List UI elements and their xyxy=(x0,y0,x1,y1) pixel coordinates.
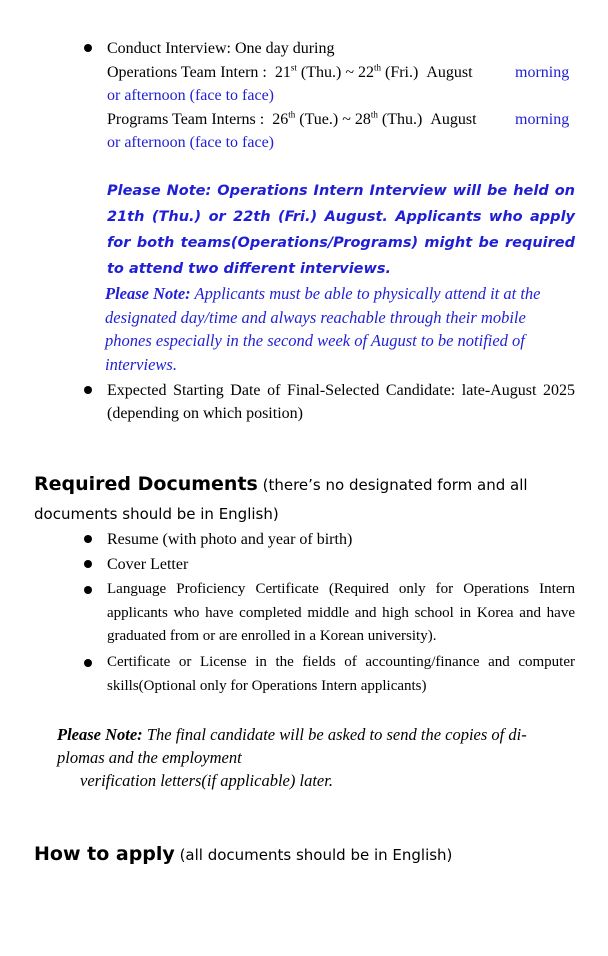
attendance-note xyxy=(105,282,575,376)
prog-interview-line: Programs Team Interns : 26th (Tue.) ~ 28th (Thu.) August xyxy=(107,109,477,128)
bullet-icon xyxy=(84,560,92,568)
required-documents-title: Required Documents xyxy=(34,473,258,495)
doc-item-cover-letter: Cover Letter xyxy=(107,556,189,573)
how-to-apply-title: How to apply xyxy=(34,843,175,865)
ops-interview-note: Please Note: Operations Intern Interview will be held on 21th (Thu.) or 22th (Fri.) August. Applicants who apply for both teams(Operations/Programs) might be required to attend two different interviews. xyxy=(107,183,575,277)
attendance-note-text: Applicants must be able to physically attend it at the designated day/time and always reachable through their mobile phones especially in the second week of August to be notified of interviews. xyxy=(105,284,541,374)
final-candidate-note-line2: plomas and the employment xyxy=(57,748,242,767)
ops-time-blue-1: morning xyxy=(515,64,570,81)
final-candidate-note-line1: Please Note: The final candidate will be asked to send the copies of di- xyxy=(57,725,527,744)
final-candidate-note-label: Please Note: xyxy=(57,725,143,744)
start-date-item: Expected Starting Date of Final-Selected Candidate: late-August 2025 (depending on which position) xyxy=(107,382,575,422)
bullet-icon xyxy=(84,44,92,52)
doc-item-resume: Resume (with photo and year of birth) xyxy=(107,531,353,548)
prog-time-blue-1: morning xyxy=(515,111,570,128)
final-candidate-note xyxy=(57,723,577,792)
bullet-icon xyxy=(84,586,92,594)
bullet-icon xyxy=(84,535,92,543)
interview-title: Conduct Interview: One day during xyxy=(107,40,335,57)
required-documents-header xyxy=(34,470,584,529)
bullet-icon xyxy=(84,659,92,667)
required-documents-subtitle: (there’s no designated form and all documents should be in English) xyxy=(34,476,528,523)
doc-item-language-certificate: Language Proficiency Certificate (Required only for Operations Intern applicants who have completed middle and high school in Korea and have graduated from or are enrolled in a Korean university). xyxy=(107,581,575,644)
ops-time-blue-2: or afternoon (face to face) xyxy=(107,87,274,104)
prog-time-blue-2: or afternoon (face to face) xyxy=(107,134,274,151)
doc-item-certificate-license: Certificate or License in the fields of accounting/finance and computer skills(Optional only for Operations Intern applicants) xyxy=(107,654,575,694)
how-to-apply-header xyxy=(34,840,584,870)
how-to-apply-subtitle: (all documents should be in English) xyxy=(174,846,453,864)
prog-label: Programs Team Interns : xyxy=(107,111,265,128)
ops-interview-line: Operations Team Intern : 21st (Thu.) ~ 22th (Fri.) August xyxy=(107,62,473,81)
attendance-note-label: Please Note: xyxy=(105,284,191,303)
final-candidate-note-line3: verification letters(if applicable) later. xyxy=(80,771,333,790)
ops-label: Operations Team Intern : xyxy=(107,64,267,81)
bullet-icon xyxy=(84,386,92,394)
